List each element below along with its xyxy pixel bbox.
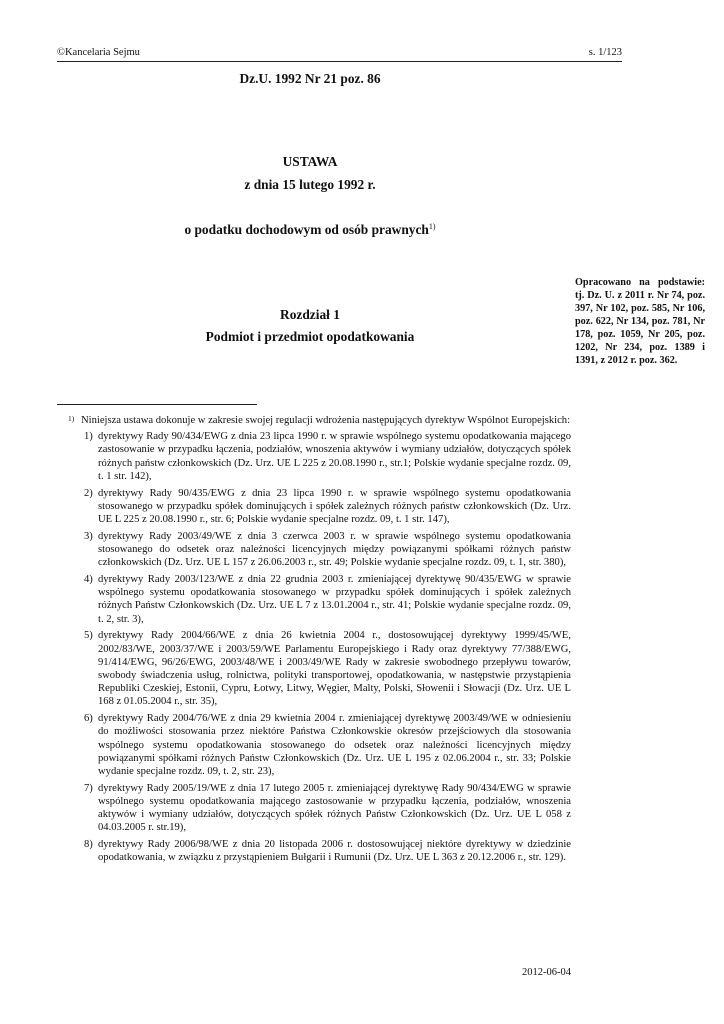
list-item — [57, 712, 571, 778]
journal-reference: Dz.U. 1992 Nr 21 poz. 86 — [239, 71, 381, 86]
act-type: USTAWA — [282, 154, 338, 169]
list-item-number: 6) — [84, 713, 93, 725]
footnote-separator — [57, 404, 257, 405]
act-date: z dnia 15 lutego 1992 r. — [244, 177, 376, 192]
footer-date: 2012-06-04 — [522, 967, 571, 978]
list-item-text: dyrektywy Rady 90/434/EWG z dnia 23 lipca 1990 r. w sprawie wspólnego systemu opodatkowania mającego zastosowanie w przypadku łączenia, podziałów, wnoszenia aktywów i wymiany udziałów, dotyczących spółek różnych państw członkowskich (Dz. Urz. UE L 225 z 20.08.1990 r., str.1; Polskie wydanie specjalne rozdz. 09, t. 1 str. 142), — [98, 431, 571, 482]
list-item-number: 2) — [84, 487, 93, 499]
page-header — [57, 46, 622, 62]
directive-list — [57, 430, 571, 864]
list-item — [57, 487, 571, 527]
chapter-number: Rozdział 1 — [280, 307, 340, 322]
footnote-intro — [57, 414, 571, 427]
list-item-number: 7) — [84, 782, 93, 794]
sidebar-source-note: Opracowano na podstawie: tj. Dz. U. z 2011 r. Nr 74, poz. 397, Nr 102, poz. 585, Nr 106, poz. 622, Nr 134, poz. 781, Nr 178, poz. 1059, Nr 205, poz. 1202, Nr 234, poz. 1389 i 1391, z 2012 r. poz. 362. — [575, 277, 705, 366]
list-item-text: dyrektywy Rady 2003/123/WE z dnia 22 grudnia 2003 r. zmieniającej dyrektywę 90/435/EWG w sprawie wspólnego systemu opodatkowania stosowanego w przypadku spółek dominujących i spółek zależnych różnych Państw Członkowskich (Dz. Urz. UE L 7 z 13.01.2004 r., str. 41; Polskie wydanie specjalne rozdz. 09, t. 2, str. 3), — [98, 574, 571, 625]
list-item-text: dyrektywy Rady 2006/98/WE z dnia 20 listopada 2006 r. dostosowującej niektóre dyrektywy w dziedzinie opodatkowania, w związku z przystąpieniem Bułgarii i Rumunii (Dz. Urz. UE L 363 z 20.12.2006 r., str. 129). — [98, 839, 571, 864]
act-title-footnote-marker[interactable]: 1) — [428, 222, 436, 231]
footnote-marker: 1) — [68, 414, 75, 423]
list-item — [57, 629, 571, 708]
list-item-number: 4) — [84, 574, 93, 586]
list-item-number: 8) — [84, 839, 93, 851]
list-item — [57, 530, 571, 570]
list-item-text: dyrektywy Rady 90/435/EWG z dnia 23 lipca 1990 r. w sprawie wspólnego systemu opodatkowania stosowanego w przypadku spółek dominujących i spółek zależnych różnych państw członkowskich (Dz. Urz. UE L 225 z 20.08.1990 r., str. 6; Polskie wydanie specjalne rozdz. 09, t. 1 str. 147), — [98, 487, 571, 526]
list-item-number: 1) — [84, 431, 93, 443]
publisher-label: ©Kancelaria Sejmu — [57, 47, 140, 58]
list-item-number: 3) — [84, 530, 93, 542]
footnote-block — [57, 414, 571, 868]
list-item-text: dyrektywy Rady 2005/19/WE z dnia 17 lutego 2005 r. zmieniającej dyrektywę Rady 90/434/EWG w sprawie wspólnego systemu opodatkowania mającego zastosowanie w przypadku łączenia, podziałów, wnoszenia aktywów i wymiany udziałów, dotyczących spółek różnych Państw Członkowskich (Dz. Urz. UE L 058 z 04.03.2005 r. str.19), — [98, 782, 571, 834]
page-number: s. 1/123 — [588, 47, 622, 58]
list-item — [57, 838, 571, 864]
list-item-number: 5) — [84, 630, 93, 642]
list-item — [57, 430, 571, 483]
footnote-intro-text: Niniejsza ustawa dokonuje w zakresie swojej regulacji wdrożenia następujących dyrektyw Wspólnot Europejskich: — [81, 415, 571, 426]
chapter-title: Podmiot i przedmiot opodatkowania — [205, 329, 415, 344]
act-title — [57, 218, 563, 238]
list-item — [57, 782, 571, 835]
act-title-text: o podatku dochodowym od osób prawnych — [184, 222, 429, 237]
list-item — [57, 573, 571, 626]
list-item-text: dyrektywy Rady 2004/66/WE z dnia 26 kwietnia 2004 r., dostosowującej dyrektywy 1999/45/WE, 2002/83/WE, 2003/37/WE i 2003/59/WE Parlamentu Europejskiego i Rady oraz dyrektywy 77/388/EWG, 91/414/EWG, 96/26/EWG, 2003/48/WE i 2003/49/WE Rady w zakresie swobodnego przepływu towarów, swobody świadczenia usług, rolnictwa, polityki transportowej, opodatkowania, w następstwie przystąpienia Republiki Czeskiej, Estonii, Cypru, Łotwy, Litwy, Węgier, Malty, Polski, Słowenii i Słowacji (Dz. Urz. UE L 168 z 01.05.2004 r., str. 35), — [98, 630, 571, 708]
list-item-text: dyrektywy Rady 2003/49/WE z dnia 3 czerwca 2003 r. w sprawie wspólnego systemu opodatkowania stosowanego do odsetek oraz należności licencyjnych między powiązanymi spółkami różnych państw członkowskich (Dz. Urz. UE L 157 z 26.06.2003 r., str. 49; Polskie wydanie specjalne rozdz. 09, t. 1, str. 380), — [98, 530, 571, 569]
list-item-text: dyrektywy Rady 2004/76/WE z dnia 29 kwietnia 2004 r. zmieniającej dyrektywę 2003/49/WE w odniesieniu do możliwości stosowania przez niektóre Państwa Członkowskie okresów przejściowych dla stosowania wspólnego systemu opodatkowania stosowanego do odsetek oraz należności licencyjnych między powiązanymi spółkami różnych Państw Członkowskich (Dz. Urz. UE L 195 z 02.06.2004 r., str. 33; Polskie wydanie specjalne rozdz. 09, t. 2, str. 23), — [98, 713, 571, 778]
